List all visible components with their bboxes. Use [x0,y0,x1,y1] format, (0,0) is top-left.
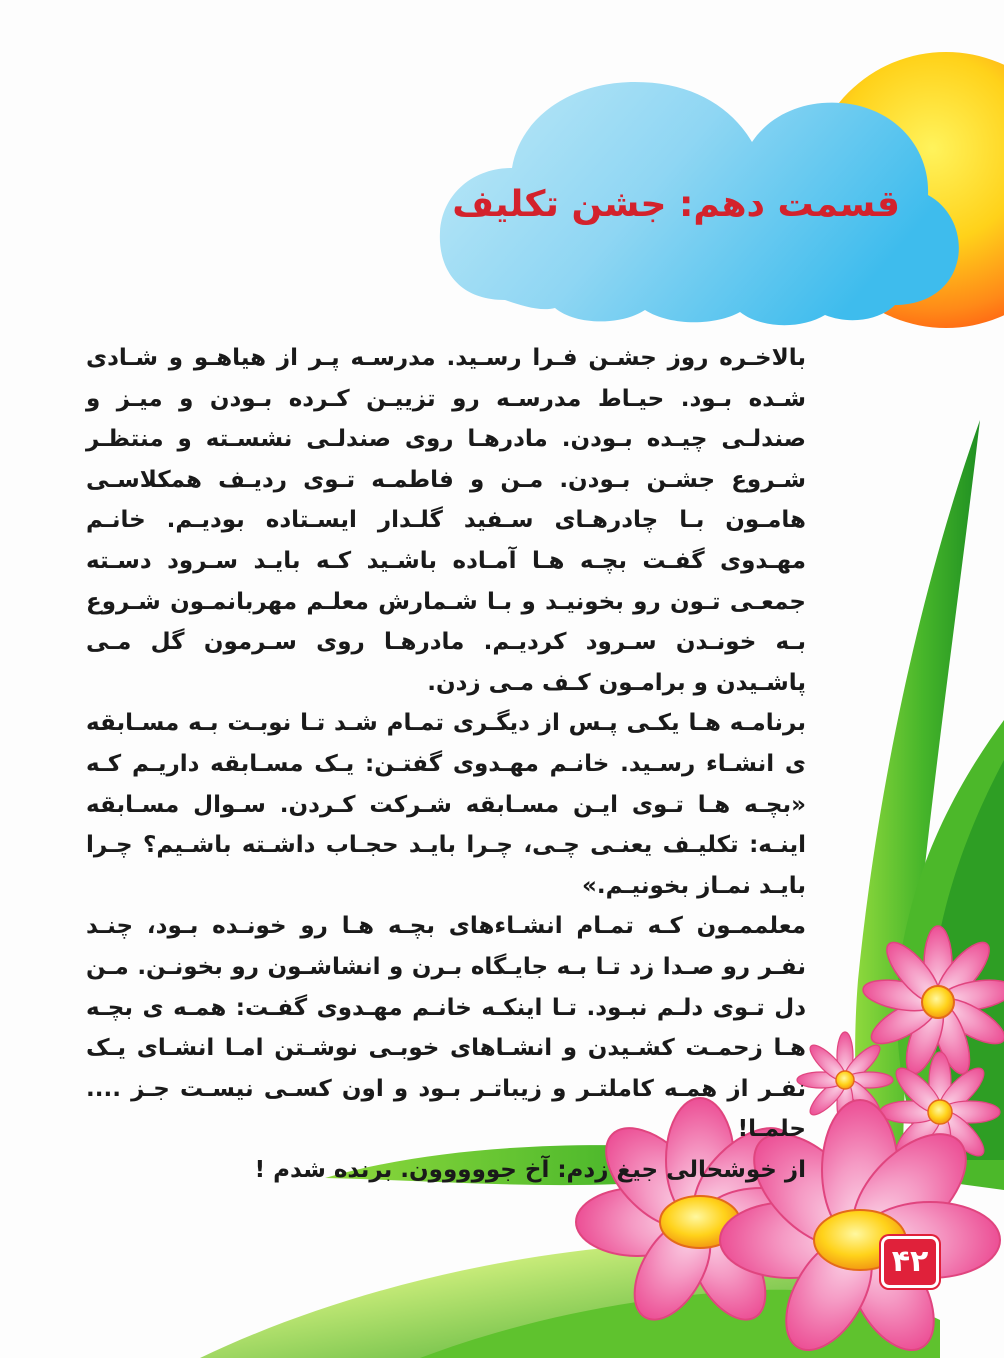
story-paragraph: برنامـه هـا یکـی پـس از دیگـری تمـام شـد تـا نوبـت بـه مسـابقه ی انشـاء رسـید. خانـم مهـدوی گفتـن: یـک مسـابقه داریـم کـه «بچـه هـا تـوی ایـن مسـابقه شـرکت کـردن. سـوال مسـابقه اینـه: تکلیـف یعنـی چـی، چـرا بایـد حجـاب داشـته باشـیم؟ چـرا بایـد نمـاز بخونیـم.» [86,710,806,899]
story-paragraph: معلممـون کـه تمـام انشـاءهای بچـه هـا رو خونـده بـود، چنـد نفـر رو صـدا زد تـا بـه جایـگاه بـرن و انشاشـون رو بخونـن. مـن دل تـوی دلـم نبـود. تـا اینکـه خانـم مهـدوی گفـت: همـه ی بچـه هـا زحمـت کشـیدن و انشـاهای خوبـی نوشـتن امـا انشـای یـک نفـر از همـه کاملتـر و زیباتـر بـود و اون کسـی نیسـت جـز .... حلمـا! [86,913,806,1143]
story-paragraph: بالاخـره روز جشـن فـرا رسـید. مدرسـه پـر از هیاهـو و شـادی شـده بـود. حیـاط مدرسـه رو تزییـن کـرده بـودن و میـز و صندلـی چیـده بـودن. مادرهـا روی صندلـی نشسـته و منتظـر شـروع جشـن بـودن. مـن و فاطمـه تـوی ردیـف همکلاسـی هامـون بـا چادرهـای سـفید گلـدار ایسـتاده بودیـم. خانـم مهـدوی گفـت بچـه هـا آمـاده باشـید کـه بایـد سـرود دسـته جمعـی تـون رو بخونیـد و بـا شـمارش معلـم مهربانمـون شـروع بـه خونـدن سـرود کردیـم. مادرهـا روی سـرمون گل مـی پاشـیدن و برامـون کـف مـی زدن. [86,345,806,696]
story-text [86,338,806,1190]
page-number: ۴۲ [881,1236,939,1288]
story-paragraph: از خوشحالی جیغ زدم: آخ جووووون. برنده شدم ! [254,1156,806,1183]
chapter-title: قسمت دهم: جشن تکلیف [452,184,900,225]
